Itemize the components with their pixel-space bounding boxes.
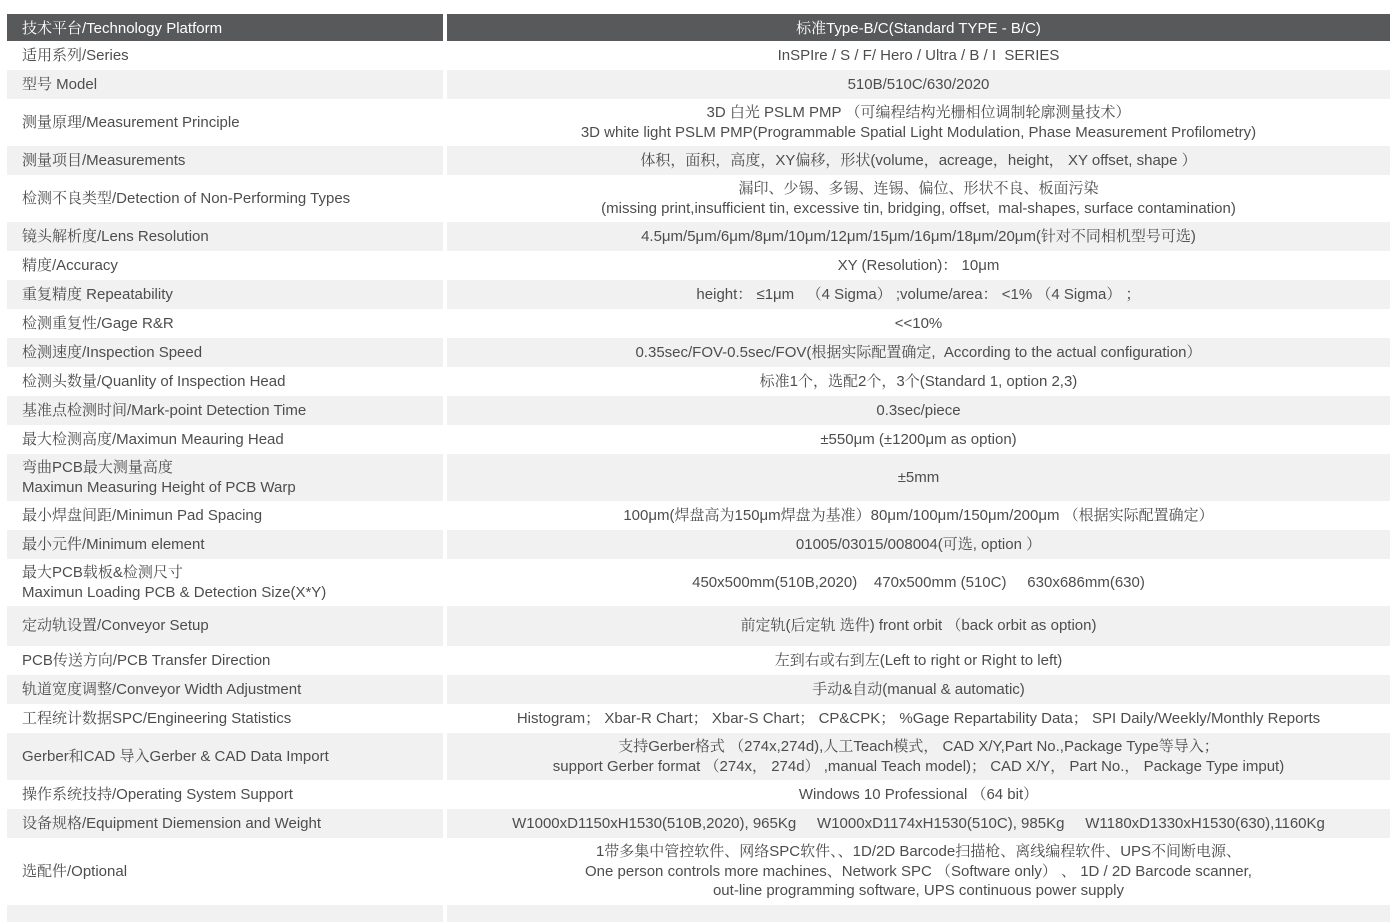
table-row bbox=[7, 70, 1390, 99]
row-value-line: W1000xD1150xH1530(510B,2020), 965Kg W1000xD1174xH1530(510C), 985Kg W1180xD1330xH1530(630),1160Kg bbox=[512, 814, 1325, 832]
row-value bbox=[447, 704, 1390, 733]
row-value bbox=[447, 396, 1390, 425]
table-row bbox=[7, 175, 1390, 222]
row-label-line: 检测头数量/Quanlity of Inspection Head bbox=[22, 372, 286, 390]
row-value-line: XY (Resolution)： 10μm bbox=[837, 256, 1000, 274]
row-value-line: ±550μm (±1200μm as option) bbox=[820, 430, 1017, 448]
row-label bbox=[7, 41, 443, 70]
row-value bbox=[447, 99, 1390, 146]
table-header-row bbox=[7, 14, 1390, 41]
row-label-line: 定动轨设置/Conveyor Setup bbox=[22, 617, 209, 635]
row-value-line: 标准1个，选配2个，3个(Standard 1, option 2,3) bbox=[759, 372, 1078, 390]
row-value-line: 100μm(焊盘高为150μm焊盘为基准）80μm/100μm/150μm/200μm （根据实际配置确定） bbox=[623, 506, 1214, 524]
row-value bbox=[447, 501, 1390, 530]
row-value-line: 3D 白光 PSLM PMP （可编程结构光栅相位调制轮廓测量技术） bbox=[706, 104, 1131, 121]
row-label-line: 设备规格/Equipment Diemension and Weight bbox=[22, 814, 322, 832]
row-value bbox=[447, 809, 1390, 838]
row-value-line: 漏印、少锡、多锡、连锡、偏位、形状不良、板面污染 bbox=[738, 180, 1099, 197]
row-label bbox=[7, 338, 443, 367]
row-label-line: PCB传送方向/PCB Transfer Direction bbox=[22, 651, 271, 669]
table-row bbox=[7, 425, 1390, 454]
table-row bbox=[7, 780, 1390, 809]
row-label-line: 轨道宽度调整/Conveyor Width Adjustment bbox=[22, 680, 302, 698]
row-label-line: 操作系统技持/Operating System Support bbox=[22, 785, 293, 803]
table-row bbox=[7, 280, 1390, 309]
row-value bbox=[447, 530, 1390, 559]
row-value bbox=[447, 606, 1390, 646]
row-label bbox=[7, 251, 443, 280]
table-row bbox=[7, 454, 1390, 501]
row-value bbox=[447, 251, 1390, 280]
row-label bbox=[7, 367, 443, 396]
row-label bbox=[7, 780, 443, 809]
row-value bbox=[447, 280, 1390, 309]
row-value bbox=[447, 646, 1390, 675]
table-row bbox=[7, 99, 1390, 146]
row-value bbox=[447, 454, 1390, 501]
row-label-line: 弯曲PCB最大测量高度 bbox=[22, 459, 173, 476]
table-row bbox=[7, 559, 1390, 606]
row-label-line: 最小焊盘间距/Minimun Pad Spacing bbox=[22, 506, 263, 524]
row-label bbox=[7, 809, 443, 838]
table-row bbox=[7, 675, 1390, 704]
header-right-cell: 标准Type-B/C(Standard TYPE - B/C) bbox=[447, 14, 1390, 41]
row-label bbox=[7, 70, 443, 99]
row-label-line: 检测速度/Inspection Speed bbox=[22, 343, 203, 361]
row-value-line: (missing print,insufficient tin, excessive tin, bridging, offset, mal-shapes, surface contamination) bbox=[601, 199, 1236, 217]
row-label bbox=[7, 838, 443, 905]
row-label-line: 测量原理/Measurement Principle bbox=[22, 113, 240, 131]
table-row bbox=[7, 838, 1390, 905]
row-value bbox=[447, 338, 1390, 367]
table-row bbox=[7, 733, 1390, 780]
row-label-line: 测量项目/Measurements bbox=[22, 151, 186, 169]
row-label-line: 镜头解析度/Lens Resolution bbox=[22, 227, 209, 245]
row-label bbox=[7, 396, 443, 425]
table-row bbox=[7, 606, 1390, 646]
row-label bbox=[7, 704, 443, 733]
row-value bbox=[447, 559, 1390, 606]
header-left-cell: 技术平台/Technology Platform bbox=[7, 14, 443, 41]
row-value-line: 0.3sec/piece bbox=[876, 401, 961, 419]
row-value-line: InSPIre / S / F/ Hero / Ultra / B / I SERIES bbox=[777, 46, 1060, 64]
row-label bbox=[7, 425, 443, 454]
table-row bbox=[7, 309, 1390, 338]
row-value bbox=[447, 905, 1390, 922]
row-value-line: 01005/03015/008004(可选, option ） bbox=[795, 535, 1042, 553]
row-label bbox=[7, 733, 443, 780]
row-value-line: height： ≤1μm （4 Sigma） ;volume/area： <1% （4 Sigma） ； bbox=[696, 285, 1141, 303]
row-value bbox=[447, 367, 1390, 396]
row-label bbox=[7, 454, 443, 501]
row-label-line: 重复精度 Repeatability bbox=[22, 285, 173, 303]
table-row bbox=[7, 338, 1390, 367]
row-value bbox=[447, 41, 1390, 70]
row-value-line: Histogram； Xbar-R Chart； Xbar-S Chart； CP&CPK； %Gage Repartability Data； SPI Daily/Weekly/Monthly Reports bbox=[516, 709, 1321, 727]
row-value-line: 体积，面积，高度，XY偏移，形状(volume，acreage，height， XY offset, shape ） bbox=[640, 151, 1197, 169]
row-value bbox=[447, 309, 1390, 338]
row-label-line: 检测重复性/Gage R&R bbox=[22, 314, 174, 332]
row-value-line: <<10% bbox=[894, 314, 943, 332]
row-label bbox=[7, 501, 443, 530]
row-label bbox=[7, 559, 443, 606]
row-value bbox=[447, 146, 1390, 175]
row-label-line: 选配件/Optional bbox=[22, 862, 128, 880]
table-row bbox=[7, 646, 1390, 675]
row-value bbox=[447, 780, 1390, 809]
row-label bbox=[7, 175, 443, 222]
table-row bbox=[7, 905, 1390, 922]
table-row bbox=[7, 222, 1390, 251]
row-label bbox=[7, 222, 443, 251]
row-label bbox=[7, 675, 443, 704]
row-value-line: 0.35sec/FOV-0.5sec/FOV(根据实际配置确定, According to the actual configuration） bbox=[635, 343, 1202, 361]
table-body bbox=[7, 41, 1390, 922]
table-row bbox=[7, 704, 1390, 733]
row-value bbox=[447, 838, 1390, 905]
row-label bbox=[7, 530, 443, 559]
row-label bbox=[7, 280, 443, 309]
row-value-line: 1带多集中管控软件、网络SPC软件、、1D/2D Barcode扫描枪、离线编程软件、UPS不间断电源、 bbox=[595, 843, 1242, 860]
row-label-line: 精度/Accuracy bbox=[22, 256, 118, 274]
table-row bbox=[7, 146, 1390, 175]
row-value bbox=[447, 733, 1390, 780]
table-row bbox=[7, 809, 1390, 838]
row-value bbox=[447, 222, 1390, 251]
row-value bbox=[447, 175, 1390, 222]
row-label-line: 最大PCB载板&检测尺寸 bbox=[22, 564, 183, 581]
row-value-line: 4.5μm/5μm/6μm/8μm/10μm/12μm/15μm/16μm/18μm/20μm(针对不同相机型号可选) bbox=[641, 227, 1196, 245]
row-value-line: ±5mm bbox=[897, 468, 940, 486]
row-label-line: 工程统计数据SPC/Engineering Statistics bbox=[22, 709, 292, 727]
table-row bbox=[7, 530, 1390, 559]
row-label bbox=[7, 905, 443, 922]
row-label-line: 最大检测高度/Maximun Meauring Head bbox=[22, 430, 284, 448]
row-label-line: 型号 Model bbox=[22, 75, 98, 93]
row-value-line: 前定轨(后定轨 选件) front orbit （back orbit as option) bbox=[740, 617, 1097, 635]
row-value-line: 左到右或右到左(Left to right or Right to left) bbox=[774, 651, 1063, 669]
table-row bbox=[7, 251, 1390, 280]
table-row bbox=[7, 396, 1390, 425]
row-label-line: Gerber和CAD 导入Gerber & CAD Data Import bbox=[22, 747, 329, 765]
row-value-line: 510B/510C/630/2020 bbox=[847, 75, 990, 93]
row-label bbox=[7, 606, 443, 646]
row-value-line: 支持Gerber格式 （274x,274d),人工Teach模式， CAD X/Y,Part No.,Package Type等导入； bbox=[618, 738, 1219, 755]
row-value bbox=[447, 70, 1390, 99]
row-value-line: support Gerber format （274x， 274d） ,manual Teach model)； CAD X/Y， Part No.， Package Type imput) bbox=[552, 757, 1285, 775]
row-label-line: 基准点检测时间/Mark-point Detection Time bbox=[22, 401, 307, 419]
row-label bbox=[7, 646, 443, 675]
row-value bbox=[447, 675, 1390, 704]
row-label-line: 检测不良类型/Detection of Non-Performing Types bbox=[22, 189, 351, 207]
row-value-line: 450x500mm(510B,2020) 470x500mm (510C) 630x686mm(630) bbox=[692, 573, 1145, 591]
row-label bbox=[7, 146, 443, 175]
row-value-line: out-line programming software, UPS continuous power supply bbox=[712, 882, 1125, 899]
table-row bbox=[7, 41, 1390, 70]
table-row bbox=[7, 367, 1390, 396]
row-value-line: 手动&自动(manual & automatic) bbox=[812, 680, 1025, 698]
row-label-line: Maximun Loading PCB & Detection Size(X*Y) bbox=[22, 583, 327, 601]
row-value bbox=[447, 425, 1390, 454]
row-value-line: Windows 10 Professional （64 bit） bbox=[798, 785, 1039, 803]
table-row bbox=[7, 501, 1390, 530]
row-value-line: 3D white light PSLM PMP(Programmable Spatial Light Modulation, Phase Measurement Profilometry) bbox=[580, 123, 1257, 141]
row-label bbox=[7, 309, 443, 338]
row-label-line: Maximun Measuring Height of PCB Warp bbox=[22, 478, 296, 496]
row-label bbox=[7, 99, 443, 146]
spec-table bbox=[7, 14, 1390, 922]
row-label-line: 适用系列/Series bbox=[22, 46, 129, 64]
row-label-line: 最小元件/Minimum element bbox=[22, 535, 205, 553]
row-value-line: One person controls more machines、Network SPC （Software only） 、 1D / 2D Barcode scanner, bbox=[585, 862, 1252, 880]
